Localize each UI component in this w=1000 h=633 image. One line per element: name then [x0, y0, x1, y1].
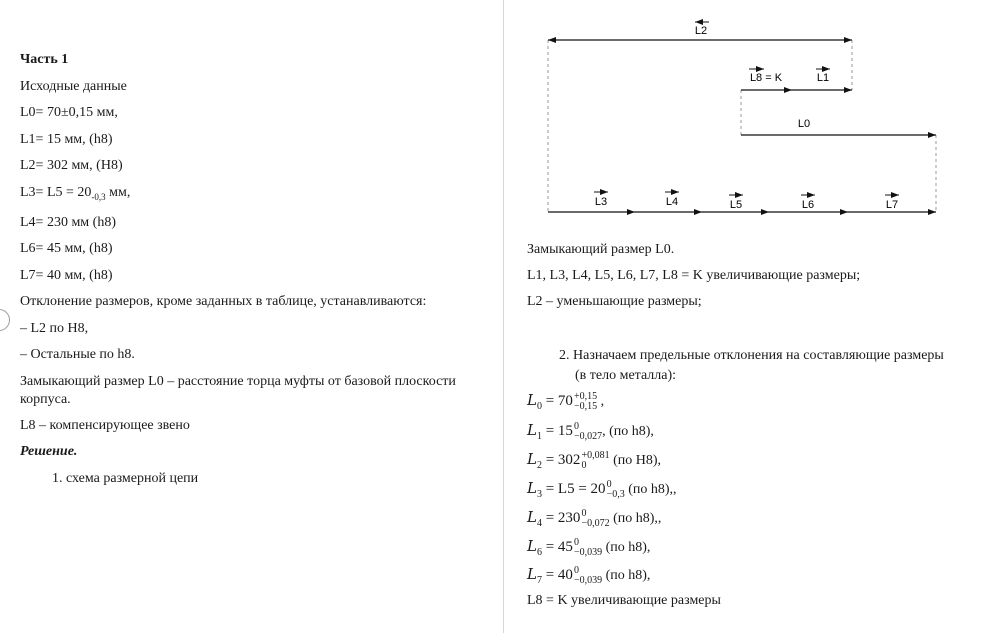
label-l4: L4 — [665, 196, 679, 208]
deviations-text: Отклонение размеров, кроме заданных в таблице, устанавливаются: — [20, 294, 427, 310]
solution-heading: Решение. — [20, 444, 78, 460]
step-2-line-2: (в тело металла): — [575, 368, 677, 383]
dimension-chain-diagram — [527, 0, 997, 232]
label-l1: L1 — [816, 72, 830, 84]
source-data-heading: Исходные данные — [20, 78, 127, 94]
param-l2: L2= 302 мм, (H8) — [20, 158, 123, 173]
param-l7: L7= 40 мм, (h8) — [20, 267, 113, 283]
formula-l7: $L_7 = 40$ 0 −0,039 (по h8), — [527, 564, 651, 586]
formula-l2: $L_2 = 302$ +0,081 0 (по H8), — [527, 449, 662, 471]
param-l1: L1= 15 мм, (h8) — [20, 131, 113, 147]
closing-dimension: Замыкающий размер L0. — [527, 242, 675, 257]
closing-dimension-text: Замыкающий размер L0 – расстояние торца муфты от базовой плоскости корпуса. — [20, 373, 456, 407]
formula-l1: $L_1 = 15$ 0 −0,027 , (по h8), — [527, 420, 654, 442]
compensating-link: L8 – компенсирующее звено — [20, 417, 190, 433]
label-l6: L6 — [801, 199, 815, 211]
deviation-rest: – Остальные по h8. — [20, 347, 135, 363]
step-1: 1. схема размерной цепи — [52, 470, 199, 486]
param-l3-tolerance: -0,3 — [91, 191, 106, 202]
increasing-dimensions: L1, L3, L4, L5, L6, L7, L8 = K увеличивающие размеры; — [527, 268, 861, 283]
param-l4: L4= 230 мм (h8) — [20, 214, 116, 230]
page-divider — [503, 0, 504, 633]
param-l0: L0= 70±0,15 мм, — [20, 105, 118, 120]
decreasing-dimensions: L2 – уменьшающие размеры; — [527, 294, 702, 309]
formula-l0: $L_0 = 70$ +0,15 −0,15 , — [527, 390, 605, 412]
step-2-line-1: 2. Назначаем предельные отклонения на составляющие размеры — [559, 348, 944, 363]
deviation-l2: – L2 по H8, — [20, 320, 89, 336]
formula-l4: $L_4 = 230$ 0 −0,072 (по h8),, — [527, 507, 662, 529]
page-edge-marker — [0, 309, 10, 331]
param-l3 — [20, 180, 490, 210]
part-heading: Часть 1 — [20, 52, 69, 67]
formula-l3: $L_3 = L5 = 20$ 0 −0,3 (по h8),, — [527, 478, 677, 500]
label-l3: L3 — [594, 196, 608, 208]
label-l5: L5 — [729, 199, 743, 211]
label-l0: L0 — [797, 118, 811, 130]
left-column — [20, 47, 490, 492]
param-l6: L6= 45 мм, (h8) — [20, 241, 113, 257]
label-l8k: L8 = K — [749, 72, 783, 84]
param-l3-unit: мм, — [105, 184, 131, 200]
label-l7: L7 — [885, 199, 899, 211]
step-2 — [559, 346, 999, 386]
param-l3-main: L3= L5 = 20 — [20, 184, 92, 200]
formula-l6: $L_6 = 45$ 0 −0,039 (по h8), — [527, 536, 651, 558]
l8-final: L8 = K увеличивающие размеры — [527, 593, 721, 608]
label-l2: L2 — [694, 25, 708, 37]
